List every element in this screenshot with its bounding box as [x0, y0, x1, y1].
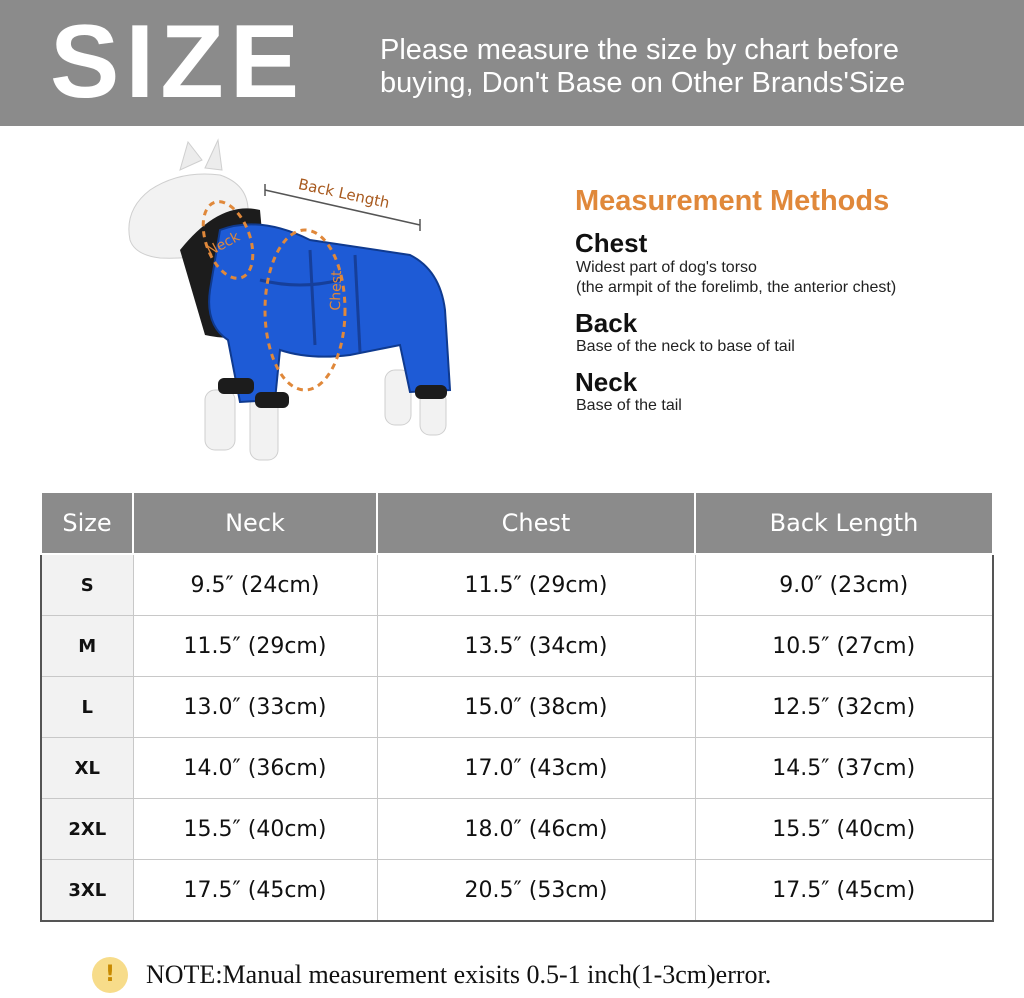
back-length-cell: 14.5″ (37cm)	[695, 738, 993, 799]
size-cell: S	[41, 554, 133, 616]
header-banner	[0, 0, 1024, 126]
measurement-methods-title: Measurement Methods	[575, 185, 890, 217]
method-back-heading: Back	[575, 308, 638, 338]
size-cell: 2XL	[41, 799, 133, 860]
table-row	[41, 738, 993, 799]
back-length-cell: 15.5″ (40cm)	[695, 799, 993, 860]
neck-label: Neck	[204, 229, 243, 260]
chest-cell: 11.5″ (29cm)	[377, 554, 695, 616]
table-header-row	[41, 492, 993, 554]
table-row	[41, 554, 993, 616]
size-cell: M	[41, 616, 133, 677]
back-length-cell: 9.0″ (23cm)	[695, 554, 993, 616]
subtitle-line-1: Please measure the size by chart before	[380, 34, 900, 66]
size-chart-table	[40, 491, 994, 922]
chest-cell: 15.0″ (38cm)	[377, 677, 695, 738]
back-length-cell: 12.5″ (32cm)	[695, 677, 993, 738]
size-title: SIZE	[50, 4, 306, 120]
table-row	[41, 799, 993, 860]
neck-cell: 11.5″ (29cm)	[133, 616, 377, 677]
chest-label: Chest	[327, 270, 346, 311]
chest-cell: 13.5″ (34cm)	[377, 616, 695, 677]
method-neck-desc: Base of the tail	[576, 397, 682, 414]
header-neck: Neck	[133, 492, 377, 554]
method-chest-desc-2: (the armpit of the forelimb, the anterior chest)	[576, 279, 897, 296]
table-row	[41, 860, 993, 922]
chest-cell: 17.0″ (43cm)	[377, 738, 695, 799]
back-length-cell: 10.5″ (27cm)	[695, 616, 993, 677]
header-chest: Chest	[377, 492, 695, 554]
neck-cell: 15.5″ (40cm)	[133, 799, 377, 860]
method-neck-heading: Neck	[575, 367, 638, 397]
neck-cell: 13.0″ (33cm)	[133, 677, 377, 738]
size-cell: L	[41, 677, 133, 738]
neck-cell: 17.5″ (45cm)	[133, 860, 377, 922]
size-cell: XL	[41, 738, 133, 799]
note-text: NOTE:Manual measurement exisits 0.5-1 inch(1-3cm)error.	[146, 960, 772, 989]
header-size: Size	[41, 492, 133, 554]
neck-cell: 9.5″ (24cm)	[133, 554, 377, 616]
method-back-desc: Base of the neck to base of tail	[576, 338, 795, 355]
subtitle-line-2: buying, Don't Base on Other Brands'Size	[380, 67, 906, 99]
method-chest-desc: Widest part of dog's torso	[576, 259, 757, 276]
dog-coat-illustration	[110, 130, 470, 480]
warning-icon: !	[92, 957, 128, 993]
method-chest-heading: Chest	[575, 228, 648, 258]
chest-cell: 18.0″ (46cm)	[377, 799, 695, 860]
back-length-label: Back Length	[296, 175, 392, 213]
header-back-length: Back Length	[695, 492, 993, 554]
back-length-cell: 17.5″ (45cm)	[695, 860, 993, 922]
table-row	[41, 677, 993, 738]
size-cell: 3XL	[41, 860, 133, 922]
neck-cell: 14.0″ (36cm)	[133, 738, 377, 799]
table-row	[41, 616, 993, 677]
chest-cell: 20.5″ (53cm)	[377, 860, 695, 922]
